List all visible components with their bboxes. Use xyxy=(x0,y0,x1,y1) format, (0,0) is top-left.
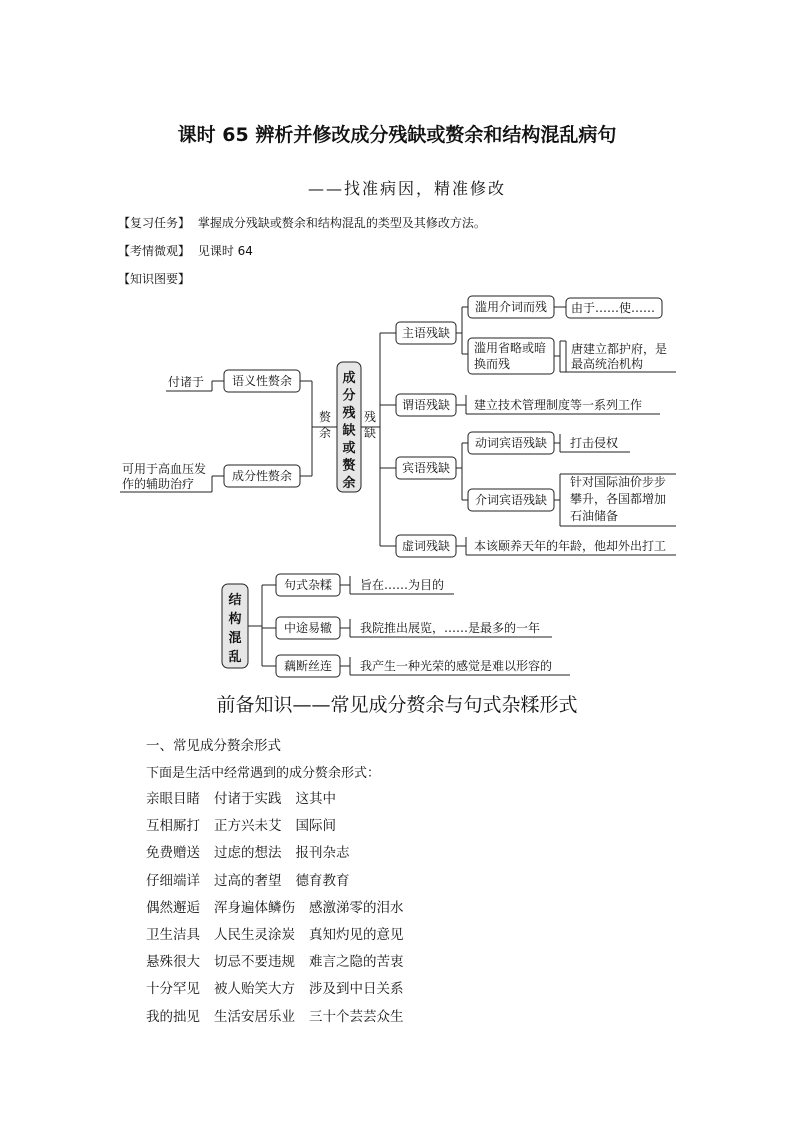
redundancy-example-2-line1: 可用于高血压发 xyxy=(122,462,207,476)
missing-type-subject: 主语残缺 xyxy=(401,326,451,340)
review-task-tag: 【复习任务】 xyxy=(118,216,191,230)
subject-example-2-line1: 唐建立都护府，是 xyxy=(571,342,668,356)
object-example-2-line2: 攀升，各国都增加 xyxy=(570,492,667,506)
subject-example-1: 由于……使…… xyxy=(571,301,656,315)
example-phrase: 报刊杂志 xyxy=(295,845,350,862)
subject-sub-label-2-line1: 滥用省略或暗 xyxy=(474,341,547,355)
function-word-example: 本该颐养天年的年龄，他却外出打工 xyxy=(474,539,667,553)
example-phrase: 我的拙见 xyxy=(146,1008,200,1025)
object-sub-label-1: 动词宾语残缺 xyxy=(474,436,548,450)
example-phrase: 浑身遍体鳞伤 xyxy=(214,899,295,916)
redundancy-branch-char: 赘 xyxy=(318,410,332,424)
map2-center-char: 结 xyxy=(228,593,242,608)
example-row xyxy=(146,869,350,889)
redundancy-example-1: 付诸于 xyxy=(168,375,205,389)
subject-example-2-line2: 最高统治机构 xyxy=(571,357,644,371)
example-row xyxy=(146,841,350,861)
map1-center-char: 残 xyxy=(342,406,356,421)
example-phrase: 涉及到中日关系 xyxy=(309,981,404,998)
structure-example-3: 我产生一种光荣的感觉是难以形容的 xyxy=(360,659,553,673)
example-phrase: 国际间 xyxy=(295,818,336,835)
example-phrase: 过高的奢望 xyxy=(214,872,282,889)
map2-center-char: 构 xyxy=(228,612,242,627)
object-sub-label-2: 介词宾语残缺 xyxy=(474,493,548,507)
example-phrase: 付诸于实践 xyxy=(214,791,282,807)
example-phrase: 偶然邂逅 xyxy=(146,899,200,916)
redundancy-type-2: 成分性赘余 xyxy=(231,469,293,483)
example-row xyxy=(146,950,404,970)
example-row xyxy=(146,923,404,943)
redundancy-type-1: 语义性赘余 xyxy=(231,374,293,388)
object-example-1: 打击侵权 xyxy=(570,436,619,450)
structure-example-1: 旨在……为目的 xyxy=(360,578,445,592)
structure-type-3: 藕断丝连 xyxy=(283,659,333,673)
example-phrase: 这其中 xyxy=(295,791,336,807)
section-title: 前备知识——常见成分赘余与句式杂糅形式 xyxy=(216,694,578,716)
map1-center-char: 缺 xyxy=(342,423,356,439)
map1-center-char: 余 xyxy=(342,476,356,491)
example-phrase: 互相厮打 xyxy=(146,818,200,835)
structure-type-1: 句式杂糅 xyxy=(283,578,333,592)
map1-redundancy-branch-label xyxy=(319,409,332,440)
example-row xyxy=(146,787,336,807)
missing-branch-char: 缺 xyxy=(363,426,377,440)
predicate-example: 建立技术管理制度等一系列工作 xyxy=(474,398,643,412)
exam-view-text: 见课时 64 xyxy=(197,244,253,258)
map2-center-char: 乱 xyxy=(228,650,242,665)
missing-type-function-word: 虚词残缺 xyxy=(401,539,451,553)
section-subtitle: 一、常见成分赘余形式 xyxy=(146,738,281,754)
exam-view-tag: 【考情微观】 xyxy=(118,244,191,258)
example-phrase: 正方兴未艾 xyxy=(214,818,282,835)
example-phrase: 切忌不要违规 xyxy=(214,954,295,971)
example-row xyxy=(146,814,336,834)
redundancy-branch-char: 余 xyxy=(318,426,332,440)
structure-example-2: 我院推出展览，……是最多的一年 xyxy=(360,621,541,635)
example-phrase: 过虑的想法 xyxy=(214,845,282,862)
example-phrase: 真知灼见的意见 xyxy=(309,927,404,943)
subject-sub-label-1: 滥用介词而残 xyxy=(474,300,548,314)
knowledge-map-tag: 【知识图要】 xyxy=(118,272,191,286)
example-phrase: 悬殊很大 xyxy=(146,954,200,971)
intro-text: 下面是生活中经常遇到的成分赘余形式： xyxy=(146,766,381,781)
example-row xyxy=(146,896,404,916)
map1-center-char: 或 xyxy=(342,441,356,456)
example-phrase: 仔细端详 xyxy=(146,872,200,889)
map2-center-char: 混 xyxy=(228,631,242,646)
page-title: 课时 65 辨析并修改成分残缺或赘余和结构混乱病句 xyxy=(177,124,617,146)
example-phrase: 感激涕零的泪水 xyxy=(309,899,404,916)
missing-type-object: 宾语残缺 xyxy=(401,461,451,475)
example-phrase: 生活安居乐业 xyxy=(214,1008,295,1025)
object-example-2-line1: 针对国际油价步步 xyxy=(570,475,667,489)
example-phrase: 被人贻笑大方 xyxy=(214,981,295,998)
map1-center-char: 分 xyxy=(342,388,356,404)
map1-center-char: 成 xyxy=(342,371,356,386)
example-phrase: 难言之隐的苦衷 xyxy=(309,954,404,971)
example-phrase: 卫生洁具 xyxy=(146,927,200,943)
example-phrase: 德育教育 xyxy=(295,872,350,889)
example-phrase: 三十个芸芸众生 xyxy=(309,1008,404,1025)
example-phrase: 亲眼目睹 xyxy=(146,791,200,807)
page-subtitle: ——找准病因，精准修改 xyxy=(308,179,507,198)
map1-missing-branch-label xyxy=(364,410,376,440)
missing-branch-char: 残 xyxy=(363,410,377,424)
example-phrase: 免费赠送 xyxy=(146,845,200,862)
review-task-text: 掌握成分残缺或赘余和结构混乱的类型及其修改方法。 xyxy=(197,216,486,230)
map1-center-char: 赘 xyxy=(342,458,356,474)
subject-sub-label-2-line2: 换而残 xyxy=(474,357,511,371)
example-phrase: 人民生灵涂炭 xyxy=(214,927,295,943)
structure-type-2: 中途易辙 xyxy=(283,621,333,635)
redundancy-example-2-line2: 作的辅助治疗 xyxy=(122,477,195,491)
example-phrase: 十分罕见 xyxy=(146,981,200,998)
object-example-2-line3: 石油储备 xyxy=(570,509,619,523)
missing-type-predicate: 谓语残缺 xyxy=(401,398,451,412)
example-row xyxy=(146,977,404,997)
map1-center-text xyxy=(342,370,356,491)
example-row xyxy=(146,1005,404,1025)
